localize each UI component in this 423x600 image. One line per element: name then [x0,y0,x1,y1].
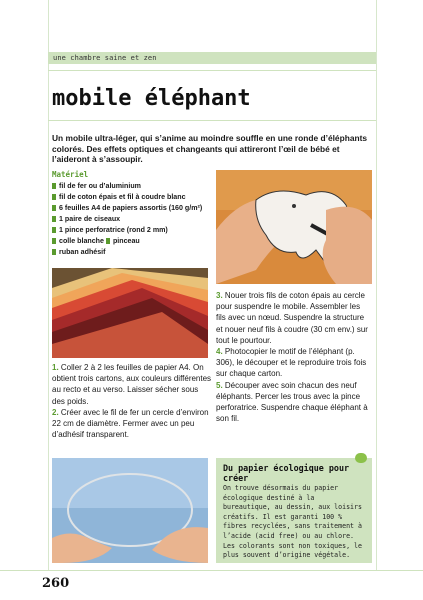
step-3: 3. Nouer trois fils de coton épais au cercle pour suspendre le mobile. Assembler les fils avec un nœud. Suspendre la structure et nouer neuf fils à coudre (30 cm env.) sur tout le pourtour. [216,291,368,345]
bullet-square-icon [52,238,56,244]
footer-divider [0,570,423,571]
divider-top [48,70,376,71]
step-4: 4. Photocopier le motif de l’éléphant (p. 306), le découper et le reproduire trois fois sur chaque carton. [216,347,367,379]
step-5: 5. Découper avec soin chacun des neuf éléphants. Percer les trous avec la pince perforatrice. Suspendre chaque éléphant à son fil. [216,380,368,424]
bullet-square-icon [52,183,56,189]
bullet-square-icon [52,205,56,211]
step-2: 2. Créer avec le fil de fer un cercle d’environ 22 cm de diamètre. Fermer avec un peu d’adhésif transparent. [52,407,209,440]
material-item: 1 paire de ciseaux [52,214,212,225]
margin-line-left [48,0,49,570]
steps-right-column [216,290,372,424]
leaf-badge-icon [355,453,367,463]
bullet-square-icon [52,227,56,233]
materials-heading: Matériel [52,170,89,179]
bullet-square-icon [52,194,56,200]
material-item: 6 feuilles A4 de papiers assortis (160 g/m²) [52,203,212,214]
intro-paragraph: Un mobile ultra-léger, qui s’anime au moindre souffle en une ronde d’éléphants colorés. Des effets optiques et changeants qui attireront l’œil de bébé et l’aideront à s’assoupir. [52,133,368,164]
photo-colored-papers [52,268,208,358]
page-title: mobile éléphant [52,86,251,111]
tip-box-title: Du papier écologique pour créer [223,463,350,483]
bullet-square-icon [52,249,56,255]
divider-title [48,120,376,121]
photo-cutting-elephant [216,170,372,284]
tip-box-text: On trouve désormais du papier écologique destiné à la bureautique, au dessin, aux loisirs créatifs. Il est garanti 100 % fibres recyclées, sans traitement à l’acide (acid free) ou au chlore. Les colorants sont non toxiques, le plus souvent d’origine végétale. [223,484,362,560]
material-item: ruban adhésif [52,247,212,258]
material-item: colle blanche pinceau [52,236,212,247]
bullet-square-icon [106,238,110,244]
page-number: 260 [42,576,70,591]
material-item: fil de coton épais et fil à coudre blanc [52,192,212,203]
section-tag: une chambre saine et zen [53,54,157,62]
steps-left-column [52,362,212,440]
photo-wire-circle [52,458,208,563]
material-item: 1 pince perforatrice (rond 2 mm) [52,225,212,236]
bullet-square-icon [52,216,56,222]
margin-line-right [376,0,377,570]
materials-list [52,170,212,258]
eco-paper-tip-box [216,458,372,563]
material-item: fil de fer ou d’aluminium [52,181,212,192]
step-1: 1. Coller 2 à 2 les feuilles de papier A4. On obtient trois cartons, aux couleurs différentes au recto et au verso. Laisser sécher sous des poids. [52,363,212,406]
